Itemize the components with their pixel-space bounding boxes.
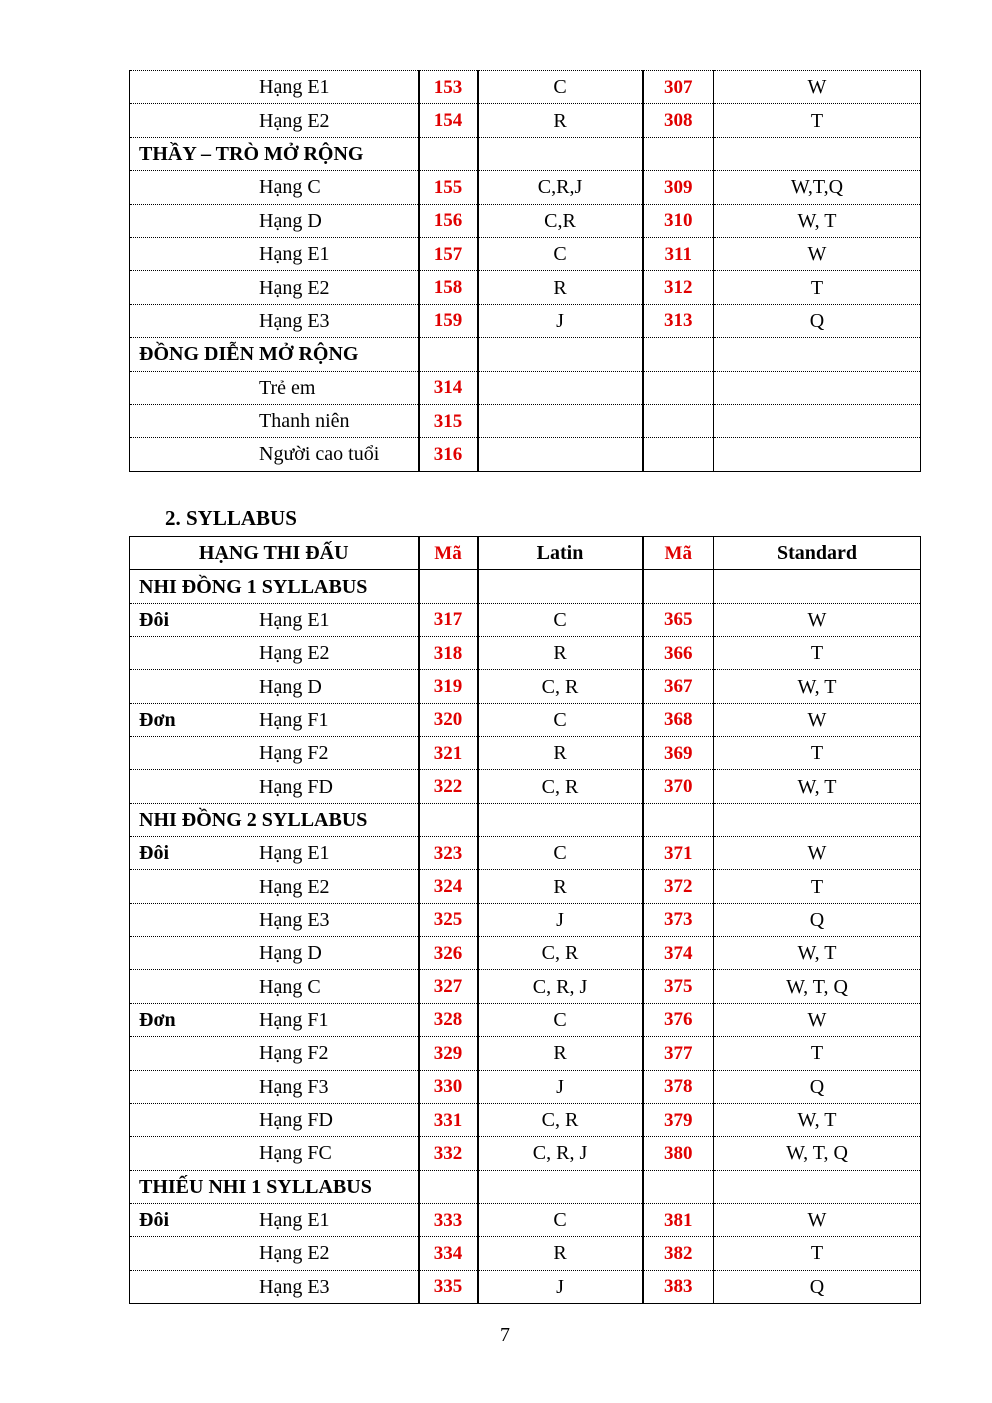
category-label: Hạng E3 <box>259 309 330 332</box>
table-row <box>130 870 921 903</box>
empty-cell <box>478 137 643 170</box>
category-label: Hạng E1 <box>259 76 330 99</box>
pair-type-label: Đơn <box>139 1008 176 1031</box>
standard-code: 365 <box>643 603 714 636</box>
table-row <box>130 1270 921 1303</box>
section-title: NHI ĐỒNG 1 SYLLABUS <box>130 570 419 603</box>
standard-dances: T <box>714 870 921 903</box>
table-row <box>130 603 921 636</box>
empty-cell <box>419 338 478 371</box>
standard-code <box>643 371 714 404</box>
empty-cell <box>478 338 643 371</box>
empty-cell <box>714 1170 921 1203</box>
category-label: Hạng E2 <box>259 109 330 132</box>
pair-type-label: Đơn <box>139 708 176 731</box>
latin-code: 158 <box>419 271 478 304</box>
header-standard: Standard <box>714 537 921 570</box>
header-ma-latin: Mã <box>419 537 478 570</box>
empty-cell <box>714 803 921 836</box>
section-row <box>130 570 921 603</box>
standard-code: 307 <box>643 71 714 104</box>
latin-code: 326 <box>419 937 478 970</box>
category-label: Hạng E2 <box>259 276 330 299</box>
table-row <box>130 71 921 104</box>
latin-dances: C <box>478 703 643 736</box>
standard-dances: W <box>714 1003 921 1036</box>
standard-code: 382 <box>643 1237 714 1270</box>
latin-dances: C, R <box>478 670 643 703</box>
latin-code: 321 <box>419 737 478 770</box>
category-cell <box>130 271 419 304</box>
standard-dances <box>714 404 921 437</box>
latin-dances: C <box>478 237 643 270</box>
standard-dances: W <box>714 703 921 736</box>
table-row <box>130 670 921 703</box>
latin-code: 331 <box>419 1103 478 1136</box>
latin-dances: C <box>478 71 643 104</box>
table-row <box>130 304 921 337</box>
section-heading: 2. SYLLABUS <box>165 506 297 530</box>
latin-code: 328 <box>419 1003 478 1036</box>
pair-type-label: Đôi <box>139 608 169 631</box>
standard-dances: W, T <box>714 937 921 970</box>
standard-code: 369 <box>643 737 714 770</box>
section-row <box>130 1170 921 1203</box>
category-cell <box>130 1103 419 1136</box>
table-row <box>130 1237 921 1270</box>
section-title: THIẾU NHI 1 SYLLABUS <box>130 1170 419 1203</box>
category-cell <box>130 304 419 337</box>
latin-code: 154 <box>419 104 478 137</box>
category-label: Trẻ em <box>259 376 316 399</box>
category-label: Hạng E1 <box>259 243 330 266</box>
latin-code: 320 <box>419 703 478 736</box>
standard-dances: Q <box>714 304 921 337</box>
section-title: THẦY – TRÒ MỞ RỘNG <box>130 137 419 170</box>
standard-dances: W, T <box>714 770 921 803</box>
standard-code: 309 <box>643 171 714 204</box>
latin-dances: J <box>478 903 643 936</box>
empty-cell <box>714 570 921 603</box>
category-cell <box>130 1003 419 1036</box>
standard-code: 378 <box>643 1070 714 1103</box>
table-row <box>130 1037 921 1070</box>
table-row <box>130 171 921 204</box>
standard-dances: T <box>714 104 921 137</box>
pair-type-label: Đôi <box>139 1209 169 1232</box>
latin-dances: C,R <box>478 204 643 237</box>
category-cell <box>130 1037 419 1070</box>
latin-code: 324 <box>419 870 478 903</box>
table-row <box>130 104 921 137</box>
latin-code: 317 <box>419 603 478 636</box>
category-label: Người cao tuổi <box>259 443 380 466</box>
standard-code: 312 <box>643 271 714 304</box>
category-cell <box>130 171 419 204</box>
standard-dances: W <box>714 837 921 870</box>
category-cell <box>130 71 419 104</box>
category-cell <box>130 237 419 270</box>
category-cell <box>130 870 419 903</box>
table-row <box>130 204 921 237</box>
table-row <box>130 1137 921 1170</box>
header-latin: Latin <box>478 537 643 570</box>
latin-code: 315 <box>419 404 478 437</box>
category-label: Hạng FD <box>259 775 333 798</box>
table-row <box>130 903 921 936</box>
table-row <box>130 737 921 770</box>
standard-dances: W <box>714 1203 921 1236</box>
latin-code: 335 <box>419 1270 478 1303</box>
standard-code: 383 <box>643 1270 714 1303</box>
latin-dances: J <box>478 1270 643 1303</box>
latin-code: 155 <box>419 171 478 204</box>
table-row <box>130 237 921 270</box>
category-label: Hạng FD <box>259 1109 333 1132</box>
standard-code: 311 <box>643 237 714 270</box>
latin-dances: R <box>478 1037 643 1070</box>
latin-code: 316 <box>419 438 478 471</box>
table-row <box>130 770 921 803</box>
standard-dances: Q <box>714 1070 921 1103</box>
category-label: Hạng E3 <box>259 1275 330 1298</box>
standard-dances: W, T, Q <box>714 1137 921 1170</box>
category-label: Hạng F2 <box>259 742 329 765</box>
table-row <box>130 1070 921 1103</box>
latin-dances: C <box>478 1203 643 1236</box>
latin-dances: C <box>478 1003 643 1036</box>
empty-cell <box>714 137 921 170</box>
latin-dances: J <box>478 304 643 337</box>
standard-code: 370 <box>643 770 714 803</box>
category-label: Hạng F1 <box>259 1008 329 1031</box>
empty-cell <box>643 803 714 836</box>
category-label: Hạng D <box>259 942 322 965</box>
standard-code: 379 <box>643 1103 714 1136</box>
table-row <box>130 937 921 970</box>
category-cell <box>130 903 419 936</box>
latin-code: 333 <box>419 1203 478 1236</box>
section-row <box>130 338 921 371</box>
category-table-continued <box>129 70 921 472</box>
standard-code: 373 <box>643 903 714 936</box>
category-label: Hạng E2 <box>259 875 330 898</box>
latin-code: 322 <box>419 770 478 803</box>
table-row <box>130 371 921 404</box>
standard-dances: Q <box>714 903 921 936</box>
standard-code: 310 <box>643 204 714 237</box>
category-cell <box>130 1270 419 1303</box>
standard-code: 376 <box>643 1003 714 1036</box>
latin-dances <box>478 371 643 404</box>
header-hang-thi-dau: HẠNG THI ĐẤU <box>130 537 419 570</box>
latin-dances <box>478 438 643 471</box>
latin-dances: R <box>478 637 643 670</box>
category-label: Hạng C <box>259 176 321 199</box>
pair-type-label: Đôi <box>139 842 169 865</box>
empty-cell <box>643 1170 714 1203</box>
standard-code: 380 <box>643 1137 714 1170</box>
standard-code <box>643 438 714 471</box>
table-row <box>130 703 921 736</box>
empty-cell <box>419 1170 478 1203</box>
standard-dances <box>714 371 921 404</box>
latin-code: 159 <box>419 304 478 337</box>
category-label: Hạng D <box>259 209 322 232</box>
empty-cell <box>714 338 921 371</box>
category-cell <box>130 1203 419 1236</box>
standard-code: 313 <box>643 304 714 337</box>
latin-dances: R <box>478 1237 643 1270</box>
latin-dances <box>478 404 643 437</box>
standard-dances: W, T, Q <box>714 970 921 1003</box>
latin-dances: R <box>478 870 643 903</box>
standard-code <box>643 404 714 437</box>
standard-dances: Q <box>714 1270 921 1303</box>
standard-code: 371 <box>643 837 714 870</box>
section-row <box>130 137 921 170</box>
section-title: ĐỒNG DIỄN MỞ RỘNG <box>130 338 419 371</box>
category-label: Hạng E1 <box>259 1209 330 1232</box>
empty-cell <box>643 338 714 371</box>
category-cell <box>130 371 419 404</box>
standard-code: 375 <box>643 970 714 1003</box>
table-row <box>130 837 921 870</box>
empty-cell <box>419 803 478 836</box>
category-label: Thanh niên <box>259 410 350 433</box>
standard-code: 374 <box>643 937 714 970</box>
category-label: Hạng F3 <box>259 1075 329 1098</box>
category-label: Hạng C <box>259 975 321 998</box>
category-cell <box>130 1237 419 1270</box>
table-row <box>130 438 921 471</box>
latin-dances: C, R <box>478 1103 643 1136</box>
empty-cell <box>643 137 714 170</box>
empty-cell <box>478 803 643 836</box>
category-cell <box>130 770 419 803</box>
category-cell <box>130 737 419 770</box>
standard-dances: T <box>714 737 921 770</box>
latin-code: 318 <box>419 637 478 670</box>
category-cell <box>130 204 419 237</box>
standard-code: 381 <box>643 1203 714 1236</box>
category-cell <box>130 603 419 636</box>
latin-code: 153 <box>419 71 478 104</box>
category-cell <box>130 637 419 670</box>
latin-dances: C <box>478 603 643 636</box>
table-header-row <box>130 537 921 570</box>
standard-code: 377 <box>643 1037 714 1070</box>
category-label: Hạng E1 <box>259 842 330 865</box>
category-cell <box>130 970 419 1003</box>
category-label: Hạng D <box>259 675 322 698</box>
category-cell <box>130 670 419 703</box>
standard-dances: W, T <box>714 1103 921 1136</box>
latin-code: 319 <box>419 670 478 703</box>
standard-dances: W <box>714 71 921 104</box>
category-label: Hạng E2 <box>259 1242 330 1265</box>
table-row <box>130 1103 921 1136</box>
latin-code: 323 <box>419 837 478 870</box>
empty-cell <box>478 570 643 603</box>
standard-dances: W <box>714 237 921 270</box>
table-row <box>130 637 921 670</box>
category-cell <box>130 1070 419 1103</box>
category-cell <box>130 438 419 471</box>
category-label: Hạng E3 <box>259 908 330 931</box>
standard-dances: W <box>714 603 921 636</box>
section-title: NHI ĐỒNG 2 SYLLABUS <box>130 803 419 836</box>
category-label: Hạng E1 <box>259 608 330 631</box>
standard-code: 372 <box>643 870 714 903</box>
table-row <box>130 271 921 304</box>
table-row <box>130 1003 921 1036</box>
latin-dances: C,R,J <box>478 171 643 204</box>
standard-code: 368 <box>643 703 714 736</box>
latin-code: 314 <box>419 371 478 404</box>
standard-dances: T <box>714 271 921 304</box>
latin-dances: C, R, J <box>478 970 643 1003</box>
page-number: 7 <box>500 1324 510 1346</box>
latin-dances: C, R <box>478 937 643 970</box>
latin-code: 157 <box>419 237 478 270</box>
category-cell <box>130 937 419 970</box>
standard-dances: T <box>714 1037 921 1070</box>
category-cell <box>130 1137 419 1170</box>
category-cell <box>130 104 419 137</box>
category-cell <box>130 404 419 437</box>
latin-code: 334 <box>419 1237 478 1270</box>
latin-code: 325 <box>419 903 478 936</box>
empty-cell <box>478 1170 643 1203</box>
standard-dances: W, T <box>714 670 921 703</box>
standard-dances: T <box>714 1237 921 1270</box>
table-row <box>130 404 921 437</box>
latin-code: 332 <box>419 1137 478 1170</box>
latin-dances: C, R <box>478 770 643 803</box>
standard-dances: W, T <box>714 204 921 237</box>
latin-dances: J <box>478 1070 643 1103</box>
latin-dances: C, R, J <box>478 1137 643 1170</box>
latin-dances: R <box>478 737 643 770</box>
latin-code: 327 <box>419 970 478 1003</box>
syllabus-table <box>129 536 921 1304</box>
standard-code: 366 <box>643 637 714 670</box>
section-row <box>130 803 921 836</box>
empty-cell <box>643 570 714 603</box>
standard-dances <box>714 438 921 471</box>
empty-cell <box>419 570 478 603</box>
latin-dances: C <box>478 837 643 870</box>
standard-dances: T <box>714 637 921 670</box>
standard-code: 308 <box>643 104 714 137</box>
category-label: Hạng F2 <box>259 1042 329 1065</box>
header-ma-standard: Mã <box>643 537 714 570</box>
standard-dances: W,T,Q <box>714 171 921 204</box>
table-row <box>130 970 921 1003</box>
standard-code: 367 <box>643 670 714 703</box>
category-label: Hạng E2 <box>259 642 330 665</box>
category-cell <box>130 703 419 736</box>
latin-code: 329 <box>419 1037 478 1070</box>
latin-dances: R <box>478 271 643 304</box>
category-label: Hạng F1 <box>259 708 329 731</box>
latin-code: 156 <box>419 204 478 237</box>
category-label: Hạng FC <box>259 1142 332 1165</box>
table-row <box>130 1203 921 1236</box>
empty-cell <box>419 137 478 170</box>
category-cell <box>130 837 419 870</box>
latin-dances: R <box>478 104 643 137</box>
latin-code: 330 <box>419 1070 478 1103</box>
